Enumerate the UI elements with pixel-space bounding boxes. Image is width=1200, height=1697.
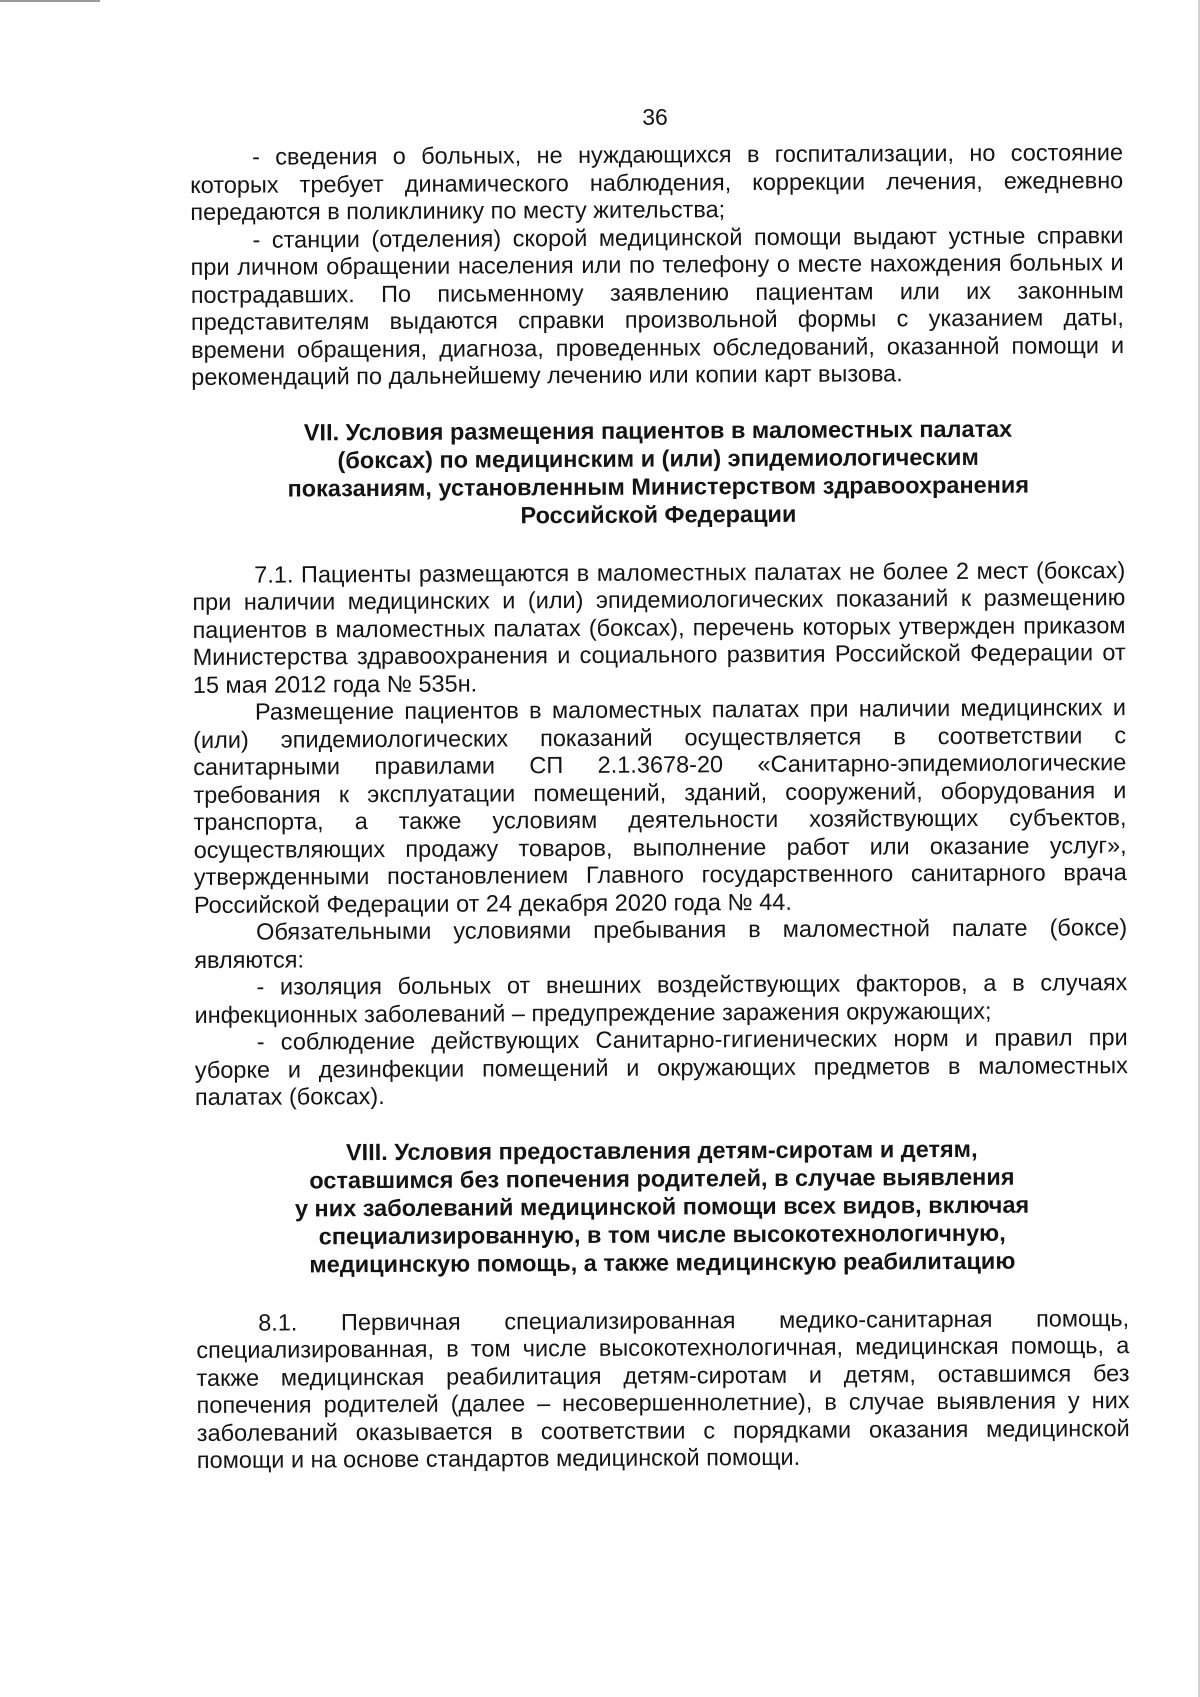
paragraph-sanitary-norms: - соблюдение действующих Санитарно-гигиенических норм и правил при уборке и дезинфекции помещений и окружающих предметов в маломестных палатах (боксах). xyxy=(194,1024,1128,1110)
section-8-heading-line: VIII. Условия предоставления детям-сиротам и детям, xyxy=(345,1135,978,1165)
spacer xyxy=(192,526,1125,562)
paragraph-isolation: - изоляция больных от внешних воздействующих факторов, а в случаях инфекционных заболеваний – предупреждение заражения окружающих; xyxy=(194,969,1128,1028)
document-body xyxy=(190,139,1130,1474)
section-8-heading-line: специализированную, в том числе высокотехнологичную, xyxy=(318,1219,1006,1249)
section-7-heading-line: VII. Условия размещения пациентов в маломестных палатах xyxy=(303,415,1013,445)
paragraph-mandatory-conditions: Обязательными условиями пребывания в маломестной палате (боксе) являются: xyxy=(194,914,1128,973)
paragraph-placement-rules: Размещение пациентов в маломестных палатах при наличии медицинских и (или) эпидемиологических показаний осуществляется в соответствии с санитарными правилами СП 2.1.3678-20 «Санитарно-эпидемиологические требования к эксплуатации помещений, зданий, сооружений, оборудования и транспорта, а также условиям деятельности хозяйствующих субъектов, осуществляющих продажу товаров, выполнение работ или оказание услуг», утвержденными постановлением Главного государственного санитарного врача Российской Федерации от 24 декабря 2020 года № 44. xyxy=(193,694,1127,918)
paragraph-outpatient-info: - сведения о больных, не нуждающихся в госпитализации, но состояние которых требует динамического наблюдения, коррекции лечения, ежедневно передаются в поликлинику по месту жительства; xyxy=(190,139,1124,225)
spacer xyxy=(196,1274,1129,1310)
paragraph-ambulance-info: - станции (отделения) скорой медицинской помощи выдают устные справки при личном обращении населения или по телефону о месте нахождения больных и пострадавших. По письменному заявлению пациентам или их законным представителям выдаются справки произвольной формы с указанием даты, времени обращения, диагноза, проведенных обследований, оказанной помощи и рекомендаций по дальнейшему лечению или копии карт вызова. xyxy=(190,221,1125,390)
paragraph-8-1: 8.1. Первичная специализированная медико-санитарная помощь, специализированная, в том числе высокотехнологичная, медицинская помощь, а также медицинская реабилитация детям-сиротам и детям, оставшимся без попечения родителей (далее – несовершеннолетние), в случае выявления у них заболеваний оказывается в соответствии с порядками оказания медицинской помощи и на основе стандартов медицинской помощи. xyxy=(196,1304,1130,1473)
section-7-heading-line: показаниям, установленным Министерством здравоохранения xyxy=(287,471,1030,501)
section-7-heading-line: Российской Федерации xyxy=(520,500,797,528)
section-8-heading-line: у них заболеваний медицинской помощи всех видов, включая xyxy=(294,1191,1030,1221)
section-7-heading xyxy=(191,414,1125,531)
section-8-heading xyxy=(195,1134,1129,1279)
section-7-heading-line: (боксах) по медицинским и (или) эпидемиологическим xyxy=(337,443,979,473)
section-8-heading-line: оставшимся без попечения родителей, в случае выявления xyxy=(309,1163,1015,1193)
page-number: 36 xyxy=(642,104,668,130)
section-8-heading-line: медицинскую помощь, а также медицинскую реабилитацию xyxy=(309,1247,1016,1277)
scan-corner-mark xyxy=(0,0,100,6)
paragraph-7-1: 7.1. Пациенты размещаются в маломестных палатах не более 2 мест (боксах) при наличии медицинских и (или) эпидемиологических показаний к размещению пациентов в маломестных палатах (боксах), перечень которых утвержден приказом Министерства здравоохранения и социального развития Российской Федерации от 15 мая 2012 года № 535н. xyxy=(192,556,1126,698)
